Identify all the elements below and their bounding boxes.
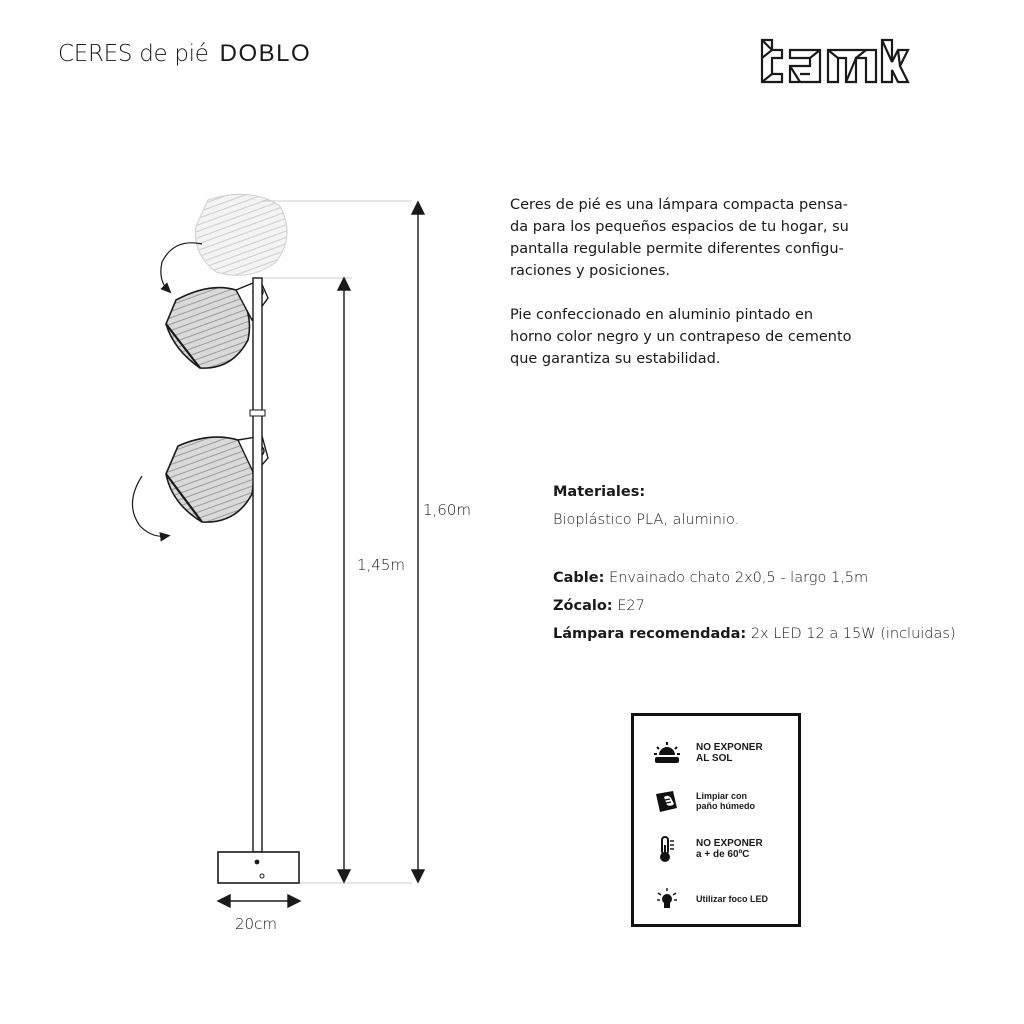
warning-sun — [652, 740, 763, 766]
lamp-base — [218, 852, 299, 883]
care-warnings-box — [631, 713, 801, 927]
description-paragraph: Pie confeccionado en aluminio pintado en horno color negro y un contrapeso de cemento que garantiza su estabilidad. — [510, 307, 852, 367]
product-description — [510, 194, 880, 392]
socket-spec: Zócalo: E27 — [553, 598, 645, 614]
title-sub: DOBLO — [219, 40, 312, 67]
description-paragraph: Ceres de pié es una lámpara compacta pensa- da para los pequeños espacios de tu hogar, su pantalla regulable permite diferentes configu- raciones y posiciones. — [510, 197, 849, 279]
rotate-arrow-upper — [161, 243, 202, 290]
warning-text: Limpiar con paño húmedo — [696, 791, 755, 811]
materials-value: Bioplástico PLA, aluminio. — [553, 512, 740, 528]
sun-icon — [653, 741, 681, 765]
ghost-lamp-shade — [195, 194, 287, 275]
warning-text: Utilizar foco LED — [696, 894, 769, 904]
led-bulb-icon — [655, 887, 679, 911]
cable-spec: Cable: Envainado chato 2x0,5 - largo 1,5m — [553, 570, 869, 586]
lamp-pole — [250, 278, 265, 852]
warning-temperature — [652, 836, 763, 862]
title-main: CERES de pié — [58, 41, 209, 67]
height-pole-dimension — [338, 278, 350, 882]
thermometer-icon — [657, 835, 677, 863]
lamp-drawing — [0, 0, 520, 960]
warning-text: NO EXPONER AL SOL — [696, 742, 763, 764]
base-width-dimension — [218, 895, 300, 907]
warning-text: NO EXPONER a + de 60ºC — [696, 838, 763, 860]
warning-clean — [652, 788, 755, 814]
lamp-spec: Lámpara recomendada: 2x LED 12 a 15W (incluidas) — [553, 626, 956, 642]
pole-height-label: 1,45m — [357, 556, 406, 574]
total-height-label: 1,60m — [423, 501, 472, 519]
wipe-cloth-icon — [653, 788, 681, 814]
brand-logo — [758, 36, 910, 86]
height-total-dimension — [412, 202, 424, 882]
base-width-label: 20cm — [235, 915, 277, 933]
materials-heading: Materiales: — [553, 484, 646, 500]
rotate-arrow-lower — [132, 476, 166, 536]
warning-led — [652, 886, 768, 912]
